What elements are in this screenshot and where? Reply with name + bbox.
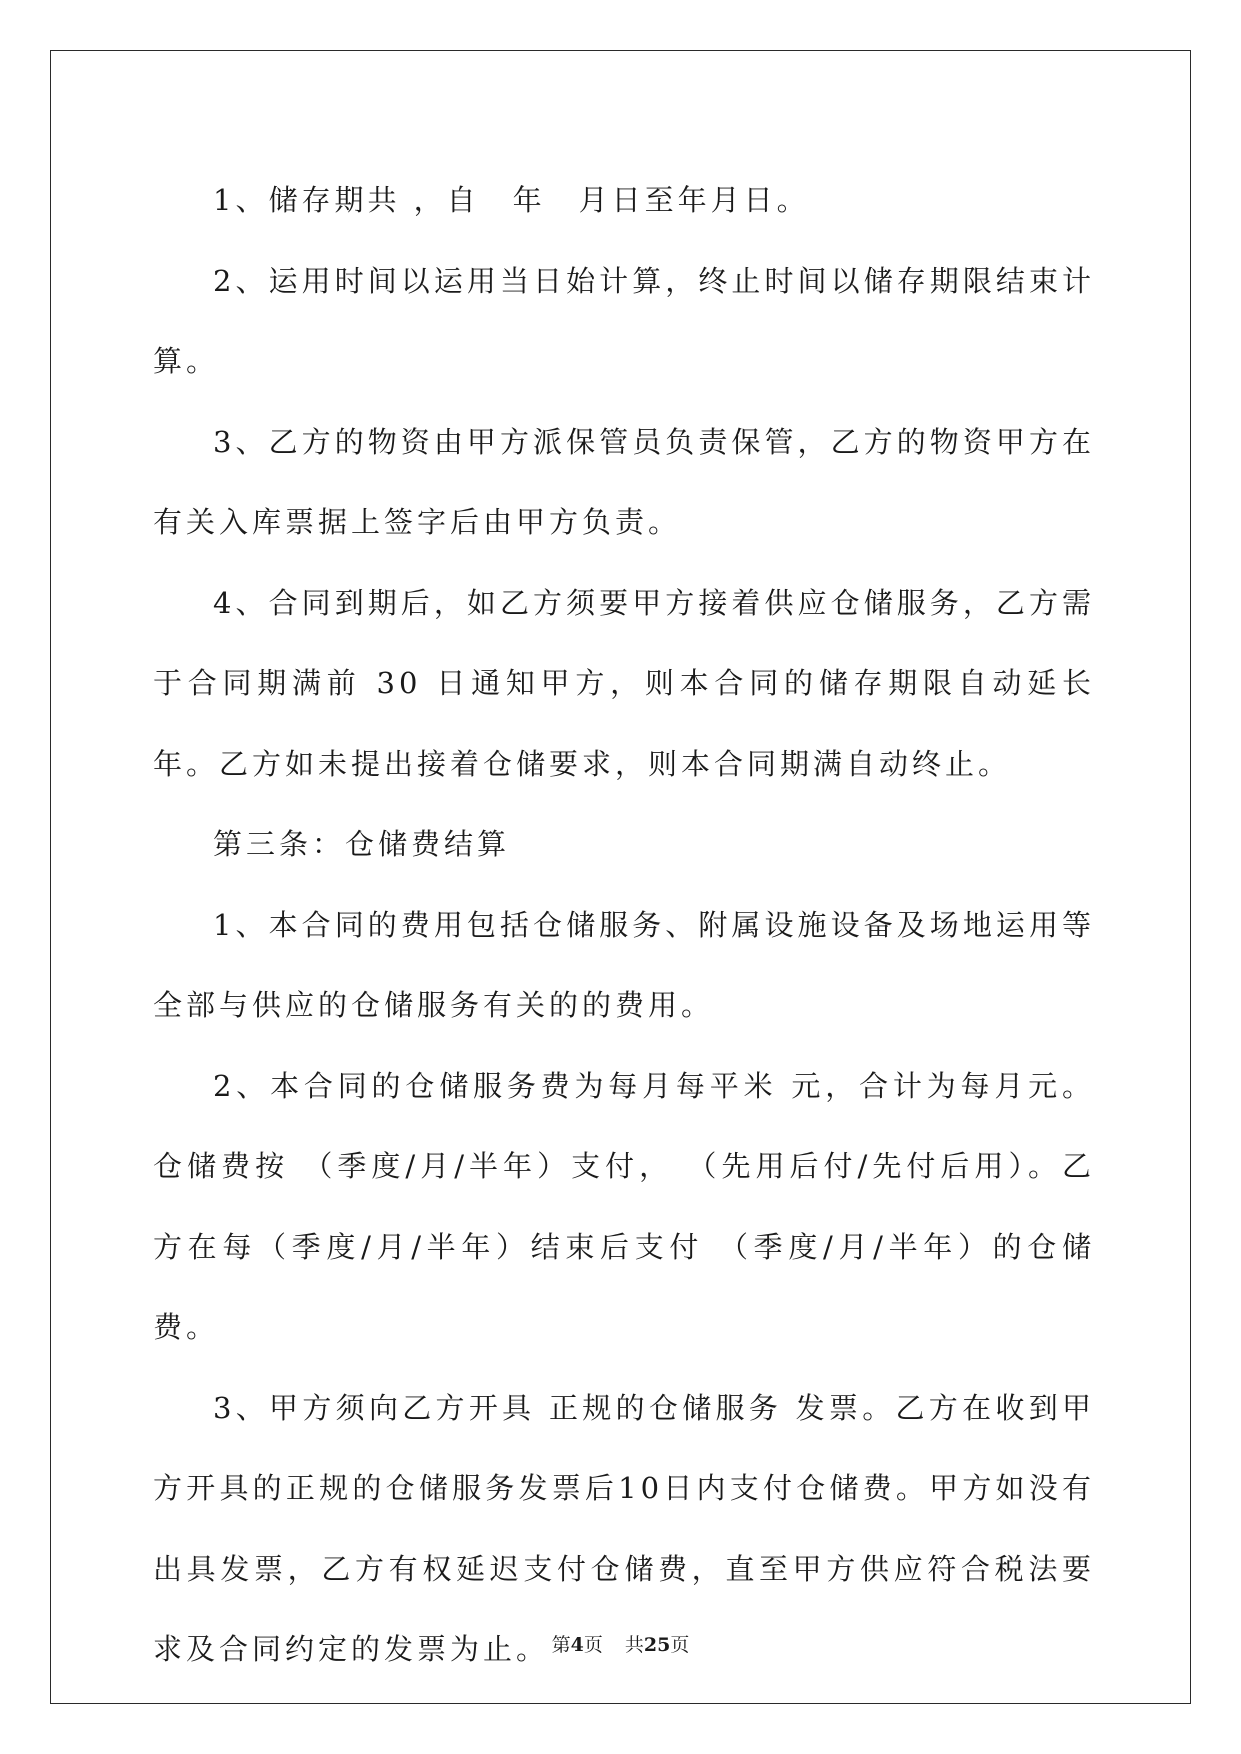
- page-prefix: 第: [551, 1634, 571, 1656]
- clause-fee-amount: 2、本合同的仓储服务费为每月每平米 元，合计为每月元。仓储费按 （季度/月/半年）支付， （先用后付/先付后用）。乙方在每（季度/月/半年）结束后支付 （季度/月/半年）的仓储费。: [153, 1068, 1095, 1344]
- section-heading-article-3: 第三条：仓储费结算: [213, 827, 511, 861]
- page-footer: [0, 1630, 1241, 1657]
- clause-storage-period: 1、储存期共 ，自 年 月日至年月日。: [213, 183, 810, 217]
- total-suffix: 页: [670, 1634, 690, 1656]
- total-pages-number: 25: [643, 1634, 671, 1656]
- clause-custody: 3、乙方的物资由甲方派保管员负责保管，乙方的物资甲方在有关入库票据上签字后由甲方负责。: [153, 424, 1095, 539]
- current-page-number: 4: [570, 1634, 584, 1656]
- page-suffix: 页: [583, 1634, 603, 1656]
- clause-usage-time: 2、运用时间以运用当日始计算，终止时间以储存期限结束计算。: [153, 263, 1095, 378]
- document-body: [153, 160, 1095, 1690]
- clause-fee-scope: 1、本合同的费用包括仓储服务、附属设施设备及场地运用等全部与供应的仓储服务有关的的费用。: [153, 907, 1095, 1022]
- clause-renewal: 4、合同到期后，如乙方须要甲方接着供应仓储服务，乙方需于合同期满前 30 日通知甲方，则本合同的储存期限自动延长年。乙方如未提出接着仓储要求，则本合同期满自动终止。: [153, 585, 1095, 781]
- clause-invoice: 3、甲方须向乙方开具 正规的仓储服务 发票。乙方在收到甲方开具的正规的仓储服务发票后10日内支付仓储费。甲方如没有出具发票，乙方有权延迟支付仓储费，直至甲方供应符合税法要求及合同约定的发票为止。: [153, 1390, 1095, 1666]
- total-prefix: 共: [624, 1634, 644, 1656]
